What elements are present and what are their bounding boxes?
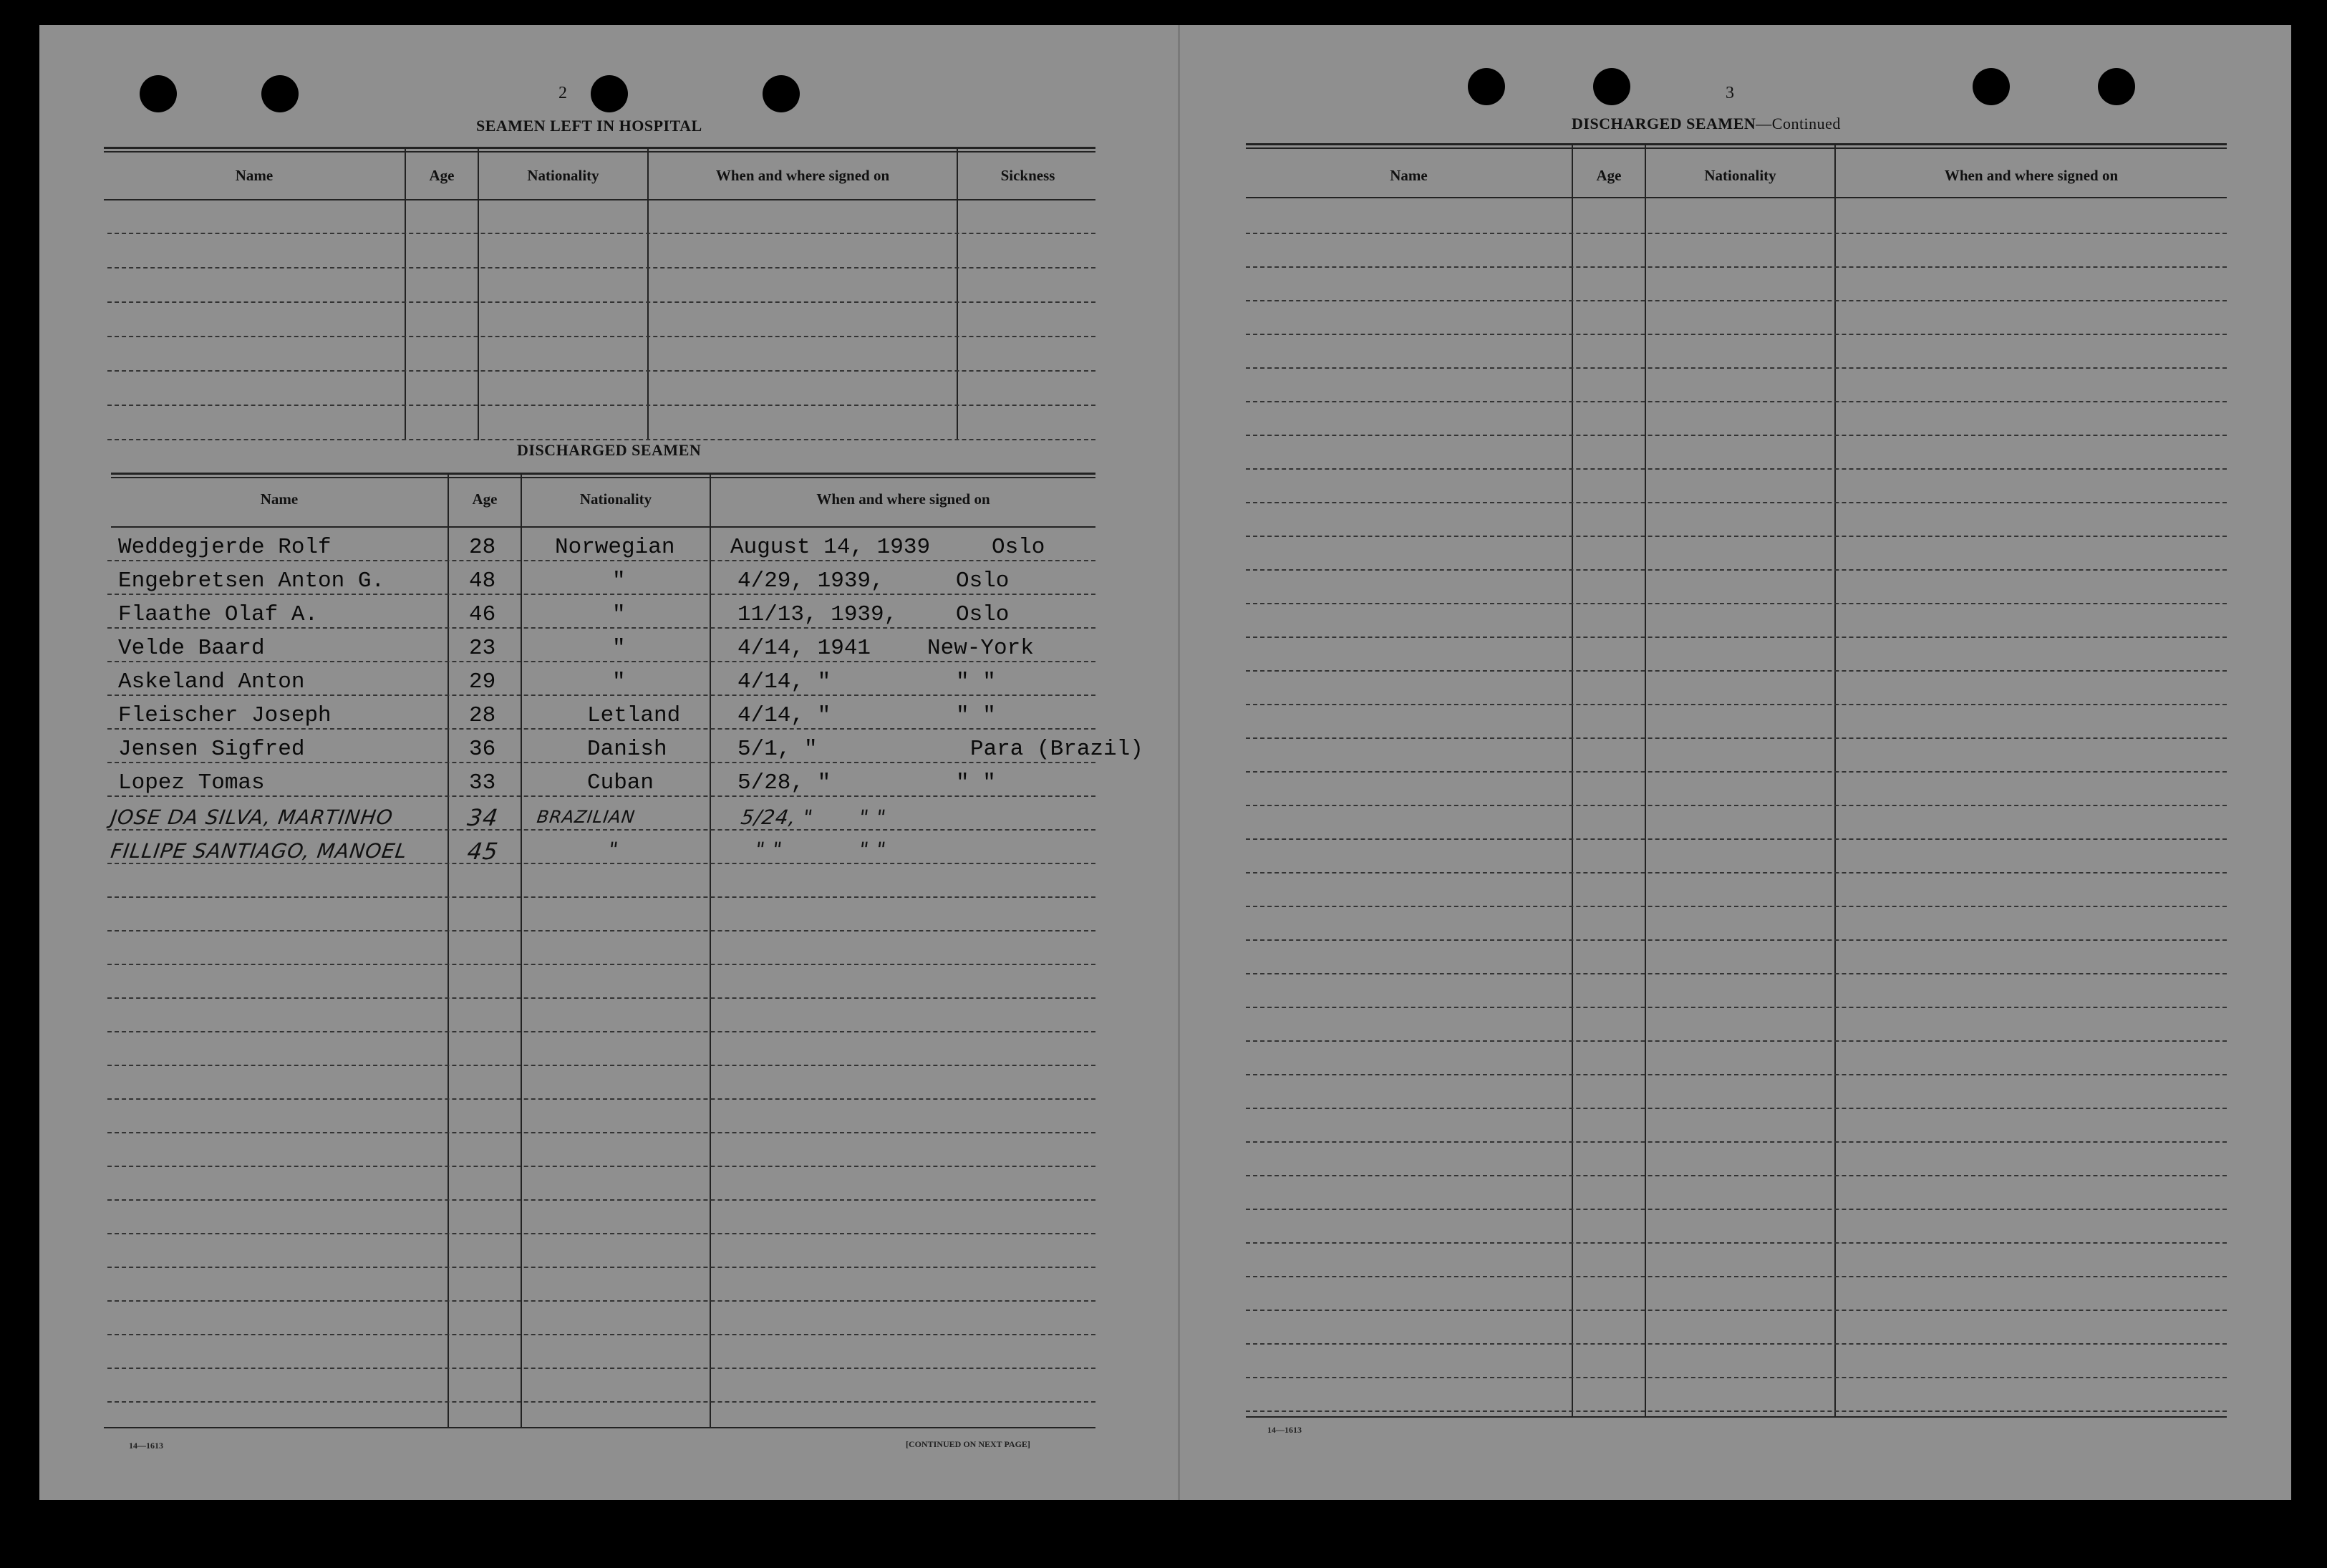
seaman-date: 5/28, " — [737, 770, 831, 795]
seaman-name: Velde Baard — [118, 636, 265, 661]
row-line — [1246, 704, 2227, 705]
hospital-header-signed: When and where signed on — [715, 167, 890, 184]
row-line — [1246, 468, 2227, 470]
seaman-nationality-handwritten: BRAZILIAN — [536, 807, 637, 827]
punch-hole — [261, 75, 299, 112]
row-line — [1246, 737, 2227, 739]
hospital-header-name: Name — [235, 167, 274, 184]
row-line — [1246, 1276, 2227, 1277]
row-line — [107, 1065, 1095, 1066]
seaman-place: Oslo — [992, 535, 1045, 560]
row-line — [1246, 502, 2227, 503]
seaman-name-handwritten: FILLIPE SANTIAGO, MANOEL — [109, 839, 410, 863]
seaman-age: 28 — [469, 535, 496, 560]
punch-hole — [140, 75, 177, 112]
seaman-nationality: " — [612, 568, 626, 594]
continued-header-signed: When and where signed on — [1944, 167, 2119, 184]
col-divider — [1834, 145, 1836, 1416]
row-line — [1246, 973, 2227, 974]
seaman-nationality: " — [612, 602, 626, 627]
continued-header-name: Name — [1390, 167, 1428, 184]
row-line — [107, 594, 1095, 595]
row-line — [1246, 401, 2227, 402]
seaman-age: 46 — [469, 602, 496, 627]
row-line — [1246, 233, 2227, 234]
row-line — [107, 1401, 1095, 1403]
row-line — [107, 1334, 1095, 1335]
row-line — [107, 728, 1095, 730]
rule — [1246, 143, 2227, 145]
row-line — [1246, 266, 2227, 268]
seaman-name: Engebretsen Anton G. — [118, 568, 385, 594]
seaman-nationality: Norwegian — [555, 535, 675, 560]
row-line — [1246, 1108, 2227, 1109]
rule — [111, 526, 1095, 528]
seaman-nationality: Cuban — [587, 770, 654, 795]
seaman-place: " " — [956, 770, 996, 795]
rule — [111, 473, 1095, 475]
col-divider — [647, 148, 649, 440]
seaman-place-handwritten: " " — [857, 805, 888, 829]
row-line — [1246, 569, 2227, 571]
seaman-age-handwritten: 34 — [465, 804, 500, 831]
rule — [104, 147, 1095, 149]
row-line — [107, 336, 1095, 337]
seaman-age: 36 — [469, 737, 496, 762]
rule — [1246, 1416, 2227, 1418]
seaman-place: Oslo — [956, 602, 1010, 627]
hospital-header-age: Age — [429, 167, 455, 184]
row-line — [107, 405, 1095, 406]
row-line — [107, 829, 1095, 831]
seaman-place: " " — [956, 669, 996, 695]
seaman-place: Oslo — [956, 568, 1010, 594]
seaman-date: 4/14, " — [737, 703, 831, 728]
row-line — [107, 1199, 1095, 1201]
row-line — [1246, 805, 2227, 806]
seaman-age: 23 — [469, 636, 496, 661]
seaman-place-handwritten: " " — [857, 838, 888, 861]
rule — [1246, 147, 2227, 149]
seaman-age: 48 — [469, 568, 496, 594]
seaman-name: Askeland Anton — [118, 669, 305, 695]
discharged-header-age: Age — [472, 490, 498, 508]
seaman-place: Para (Brazil) — [970, 737, 1143, 762]
seaman-place: " " — [956, 703, 996, 728]
row-line — [107, 1031, 1095, 1032]
seaman-name: Weddegjerde Rolf — [118, 535, 332, 560]
discharged-header-signed: When and where signed on — [816, 490, 990, 508]
continued-header-nationality: Nationality — [1704, 167, 1776, 184]
rule — [111, 477, 1095, 478]
row-line — [1246, 300, 2227, 301]
hospital-header-sickness: Sickness — [1000, 167, 1055, 184]
row-line — [107, 762, 1095, 763]
row-line — [1246, 1141, 2227, 1143]
row-line — [107, 1368, 1095, 1369]
row-line — [107, 1166, 1095, 1167]
form-number-right: 14—1613 — [1267, 1425, 1302, 1435]
row-line — [107, 863, 1095, 864]
row-line — [1246, 771, 2227, 773]
col-divider — [521, 475, 522, 1427]
row-line — [1246, 1242, 2227, 1244]
row-line — [107, 1267, 1095, 1268]
row-line — [107, 1132, 1095, 1133]
row-line — [1246, 1310, 2227, 1311]
punch-hole — [763, 75, 800, 112]
row-line — [107, 1233, 1095, 1234]
row-line — [1246, 603, 2227, 604]
seaman-nationality: " — [612, 669, 626, 695]
punch-hole — [2098, 68, 2135, 105]
discharged-title: DISCHARGED SEAMEN — [517, 441, 702, 459]
row-line — [1246, 367, 2227, 369]
discharged-header-nationality: Nationality — [579, 490, 652, 508]
continued-title — [1572, 115, 1841, 133]
row-line — [1246, 1074, 2227, 1075]
seaman-date-handwritten: " " — [753, 838, 784, 861]
punch-hole — [1593, 68, 1630, 105]
row-line — [1246, 1040, 2227, 1042]
seaman-date: August 14, 1939 — [730, 535, 931, 560]
rule — [1246, 197, 2227, 198]
seaman-date: 4/29, 1939, — [737, 568, 884, 594]
row-line — [1246, 1343, 2227, 1345]
form-number-left: 14—1613 — [129, 1441, 163, 1451]
row-line — [1246, 536, 2227, 537]
seaman-date-handwritten: 5/24, " — [739, 805, 815, 829]
row-line — [107, 560, 1095, 561]
hospital-title: SEAMEN LEFT IN HOSPITAL — [476, 117, 702, 135]
continued-header-age: Age — [1596, 167, 1622, 184]
seaman-name: Jensen Sigfred — [118, 737, 305, 762]
row-line — [1246, 1377, 2227, 1378]
row-line — [107, 267, 1095, 268]
seaman-age: 33 — [469, 770, 496, 795]
discharged-header-name: Name — [260, 490, 299, 508]
rule — [104, 1427, 1095, 1428]
row-line — [107, 627, 1095, 629]
seaman-name-handwritten: JOSE DA SILVA, MARTINHO — [109, 805, 395, 829]
document-sheet — [39, 25, 2291, 1500]
col-divider — [1645, 145, 1646, 1416]
seaman-place: New-York — [927, 636, 1034, 661]
row-line — [107, 695, 1095, 696]
col-divider — [957, 148, 958, 440]
hospital-header-nationality: Nationality — [527, 167, 599, 184]
row-line — [107, 661, 1095, 662]
page-number-left: 2 — [558, 84, 567, 102]
continued-note: [CONTINUED ON NEXT PAGE] — [906, 1439, 1030, 1449]
col-divider — [478, 148, 479, 440]
row-line — [107, 795, 1095, 797]
col-divider — [405, 148, 406, 440]
seaman-name: Lopez Tomas — [118, 770, 265, 795]
seaman-date: 5/1, " — [737, 737, 818, 762]
row-line — [1246, 939, 2227, 941]
col-divider — [710, 475, 711, 1427]
continued-title-main: DISCHARGED SEAMEN — [1572, 115, 1756, 132]
page-number-right: 3 — [1726, 84, 1734, 102]
row-line — [1246, 1410, 2227, 1412]
page-fold — [1178, 25, 1180, 1500]
row-line — [107, 896, 1095, 898]
rule — [104, 151, 1095, 153]
seaman-nationality-handwritten: " — [606, 838, 621, 861]
seaman-age: 29 — [469, 669, 496, 695]
row-line — [1246, 1175, 2227, 1176]
punch-hole — [1973, 68, 2010, 105]
seaman-nationality: " — [612, 636, 626, 661]
row-line — [1246, 1007, 2227, 1008]
punch-hole — [1468, 68, 1505, 105]
seaman-age: 28 — [469, 703, 496, 728]
row-line — [107, 233, 1095, 234]
row-line — [1246, 1209, 2227, 1210]
seaman-date: 4/14, 1941 — [737, 636, 871, 661]
row-line — [1246, 637, 2227, 638]
row-line — [107, 964, 1095, 965]
seaman-date: 4/14, " — [737, 669, 831, 695]
punch-hole — [591, 75, 628, 112]
seaman-nationality: Letland — [587, 703, 681, 728]
row-line — [107, 301, 1095, 303]
col-divider — [448, 475, 449, 1427]
seaman-date: 11/13, 1939, — [737, 602, 898, 627]
row-line — [1246, 872, 2227, 873]
row-line — [107, 1300, 1095, 1302]
row-line — [1246, 906, 2227, 907]
row-line — [1246, 670, 2227, 672]
seaman-name: Flaathe Olaf A. — [118, 602, 319, 627]
row-line — [107, 439, 1095, 440]
row-line — [1246, 435, 2227, 436]
seaman-name: Fleischer Joseph — [118, 703, 332, 728]
col-divider — [1572, 145, 1573, 1416]
continued-title-suffix: —Continued — [1756, 115, 1841, 132]
seaman-nationality: Danish — [587, 737, 667, 762]
rule — [104, 199, 1095, 200]
row-line — [107, 370, 1095, 372]
row-line — [1246, 838, 2227, 840]
row-line — [1246, 334, 2227, 335]
seaman-age-handwritten: 45 — [465, 838, 500, 865]
row-line — [107, 930, 1095, 931]
row-line — [107, 1098, 1095, 1100]
row-line — [107, 997, 1095, 999]
